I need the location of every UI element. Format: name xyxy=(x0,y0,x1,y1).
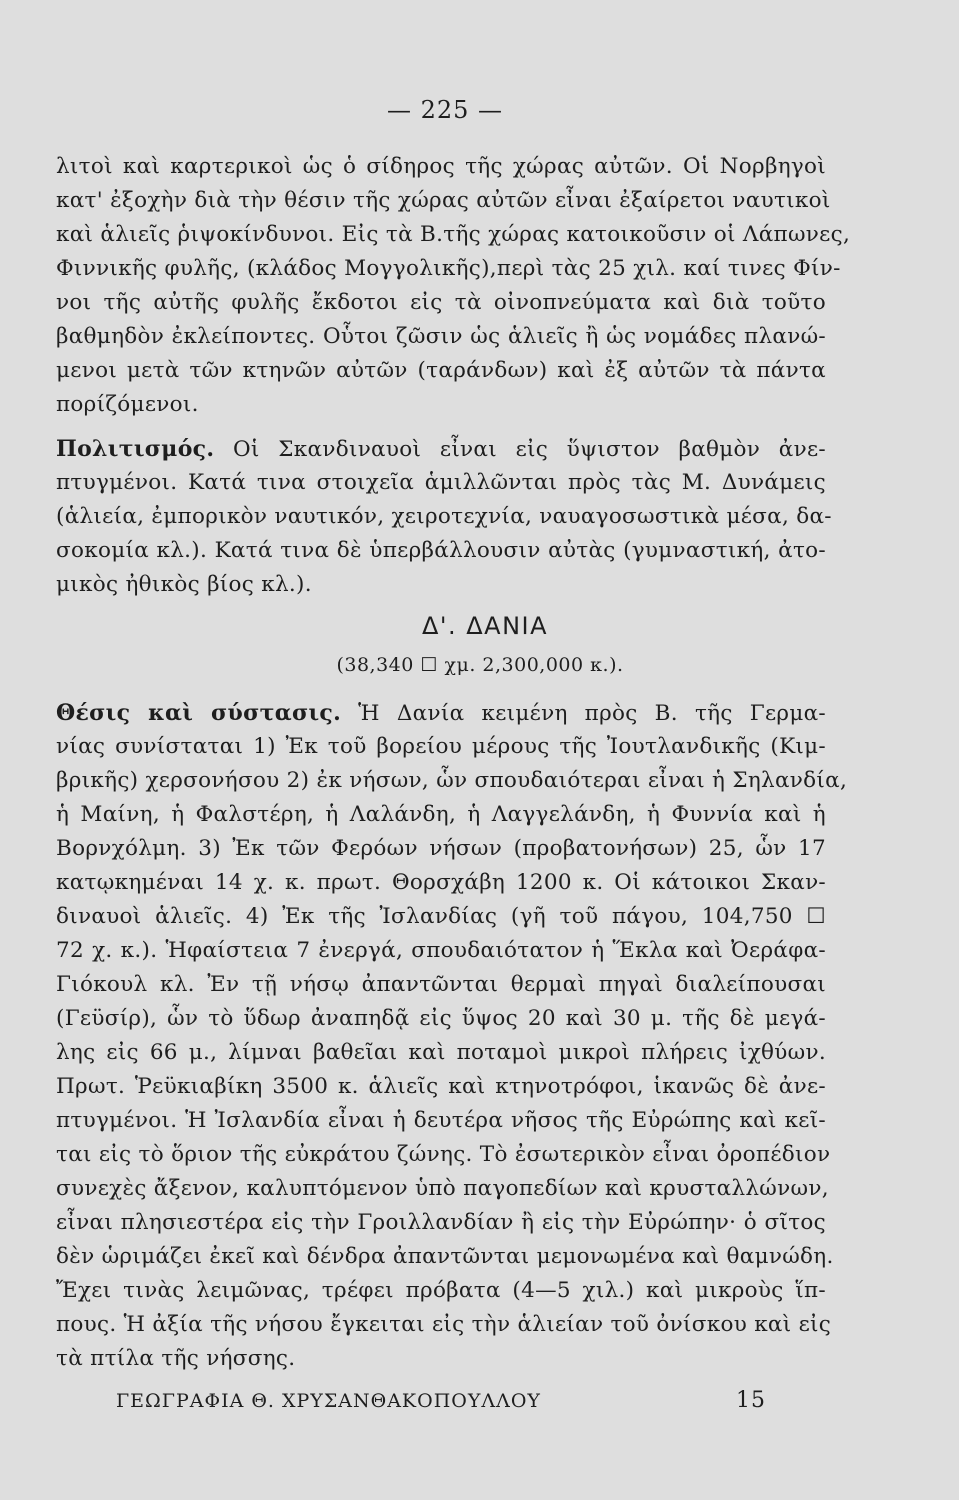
text-line: πορίζόμενοι. xyxy=(56,392,199,417)
text-line: (Γεϋσίρ), ὧν τὸ ὕδωρ ἀναπηδᾷ εἰς ὕψος 20 καὶ 30 μ. τῆς δὲ μεγά- xyxy=(56,1006,826,1031)
heading-line-text: Ἡ Δανία κειμένη πρὸς Β. τῆς Γερμα- xyxy=(341,701,826,726)
text-line: ται εἰς τὸ ὅριον τῆς εὐκράτου ζώνης. Τὸ ἐσωτερικὸν εἶναι ὀροπέδιον xyxy=(56,1142,831,1167)
paragraph-heading-line xyxy=(56,432,826,467)
text-line: σοκομία κλ.). Κατά τινα δὲ ὑπερβάλλουσιν αὐτὰς (γυμναστική, ἀτο- xyxy=(56,538,826,563)
text-line: 72 χ. κ.). Ἡφαίστεια 7 ἐνεργά, σπουδαιότατον ἡ Ἕκλα καὶ Ὀεράφα- xyxy=(56,938,826,963)
text-line: κατ' ἐξοχὴν διὰ τὴν θέσιν τῆς χώρας αὐτῶν εἶναι ἐξαίρετοι ναυτικοὶ xyxy=(56,188,831,213)
text-line: βαθμηδὸν ἐκλείποντες. Οὗτοι ζῶσιν ὡς ἁλιεῖς ἢ ὡς νομάδες πλανώ- xyxy=(56,324,826,349)
text-line: συνεχὲς ἄξενον, καλυπτόμενον ὑπὸ παγοπεδίων καὶ κρυσταλλώνων, xyxy=(56,1176,829,1201)
text-line: πους. Ἡ ἀξία τῆς νήσου ἔγκειται εἰς τὴν ἁλιείαν τοῦ ὀνίσκου καὶ εἰς xyxy=(56,1312,832,1337)
text-line: πτυγμένοι. Κατά τινα στοιχεῖα ἁμιλλῶνται πρὸς τὰς Μ. Δυνάμεις xyxy=(56,470,826,495)
text-line: λης εἰς 66 μ., λίμναι βαθεῖαι καὶ ποταμοὶ μικροὶ πλήρεις ἰχθύων. xyxy=(56,1040,826,1065)
text-line: διναυοὶ ἁλιεῖς. 4) Ἐκ τῆς Ἰσλανδίας (γῆ τοῦ πάγου, 104,750 ☐ xyxy=(56,904,826,929)
text-line: Βορνχόλμη. 3) Ἐκ τῶν Φερόων νήσων (προβατονήσων) 25, ὧν 17 xyxy=(56,836,826,861)
text-line: Πρωτ. Ῥεϋκιαβίκη 3500 κ. ἁλιεῖς καὶ κτηνοτρόφοι, ἱκανῶς δὲ ἀνε- xyxy=(56,1074,826,1099)
heading-politismos: Πολιτισμός. xyxy=(56,436,215,462)
text-line: καὶ ἁλιεῖς ῥιψοκίνδυνοι. Εἰς τὰ Β.τῆς χώρας κατοικοῦσιν οἱ Λάπωνες, xyxy=(56,222,851,247)
text-line: μενοι μετὰ τῶν κτηνῶν αὐτῶν (ταράνδων) καὶ ἐξ αὐτῶν τὰ πάντα xyxy=(56,358,826,383)
text-line: μικὸς ἠθικὸς βίος κλ.). xyxy=(56,572,312,597)
text-line: νίας συνίσταται 1) Ἐκ τοῦ βορείου μέρους τῆς Ἰουτλανδικῆς (Κιμ- xyxy=(56,734,826,759)
section-title: Δ'. ΔΑΝΙΑ xyxy=(421,612,549,640)
paragraph-heading-line xyxy=(56,696,826,731)
footer-signature-number: 15 xyxy=(736,1388,766,1413)
text-line: λιτοὶ καὶ καρτερικοὶ ὡς ὁ σίδηρος τῆς χώρας αὐτῶν. Οἱ Νορβηγοὶ xyxy=(56,154,826,179)
text-line: τὰ πτίλα τῆς νήσσης. xyxy=(56,1346,296,1371)
text-line: Ἔχει τινὰς λειμῶνας, τρέφει πρόβατα (4—5 χιλ.) καὶ μικροὺς ἵπ- xyxy=(56,1278,826,1303)
section-subtitle: (38,340 ☐ χμ. 2,300,000 κ.). xyxy=(336,654,624,676)
heading-thesis: Θέσις καὶ σύστασις. xyxy=(56,700,342,726)
text-line: εἶναι πλησιεστέρα εἰς τὴν Γροιλλανδίαν ἢ εἰς τὴν Εὐρώπην· ὁ σῖτος xyxy=(56,1210,826,1235)
text-line: (ἁλιεία, ἐμπορικὸν ναυτικόν, χειροτεχνία, ναυαγοσωστικὰ μέσα, δα- xyxy=(56,504,832,529)
text-line: δὲν ὡριμάζει ἐκεῖ καὶ δένδρα ἀπαντῶνται μεμονωμένα καὶ θαμνώδη. xyxy=(56,1244,834,1269)
text-line: ἡ Μαίνη, ἡ Φαλστέρη, ἡ Λαλάνδη, ἡ Λαγγελάνδη, ἡ Φυννία καὶ ἡ xyxy=(56,802,826,827)
text-line: βρικῆς) χερσονήσου 2) ἐκ νήσων, ὧν σπουδαιότεραι εἶναι ἡ Σηλανδία, xyxy=(56,768,848,793)
text-line: κατῳκημέναι 14 χ. κ. πρωτ. Θορσχάβη 1200 κ. Οἱ κάτοικοι Σκαν- xyxy=(56,870,826,895)
text-line: πτυγμένοι. Ἡ Ἰσλανδία εἶναι ἡ δευτέρα νῆσος τῆς Εὐρώπης καὶ κεῖ- xyxy=(56,1108,826,1133)
text-line: νοι τῆς αὐτῆς φυλῆς ἔκδοτοι εἰς τὰ οἰνοπνεύματα καὶ διὰ τοῦτο xyxy=(56,290,826,315)
text-line: Γιόκουλ κλ. Ἐν τῇ νήσῳ ἀπαντῶνται θερμαὶ πηγαὶ διαλείπουσαι xyxy=(56,972,826,997)
footer-book-title: ΓΕΩΓΡΑΦΙΑ Θ. ΧΡΥΣΑΝΘΑΚΟΠΟΥΛΛΟΥ xyxy=(116,1390,541,1412)
heading-line-text: Οἱ Σκανδιναυοὶ εἶναι εἰς ὕψιστον βαθμὸν ἀνε- xyxy=(214,437,826,462)
text-line: Φιννικῆς φυλῆς, (κλάδος Μογγολικῆς),περὶ τὰς 25 χιλ. καί τινες Φίν- xyxy=(56,256,841,281)
page-number: — 225 — xyxy=(386,96,504,124)
